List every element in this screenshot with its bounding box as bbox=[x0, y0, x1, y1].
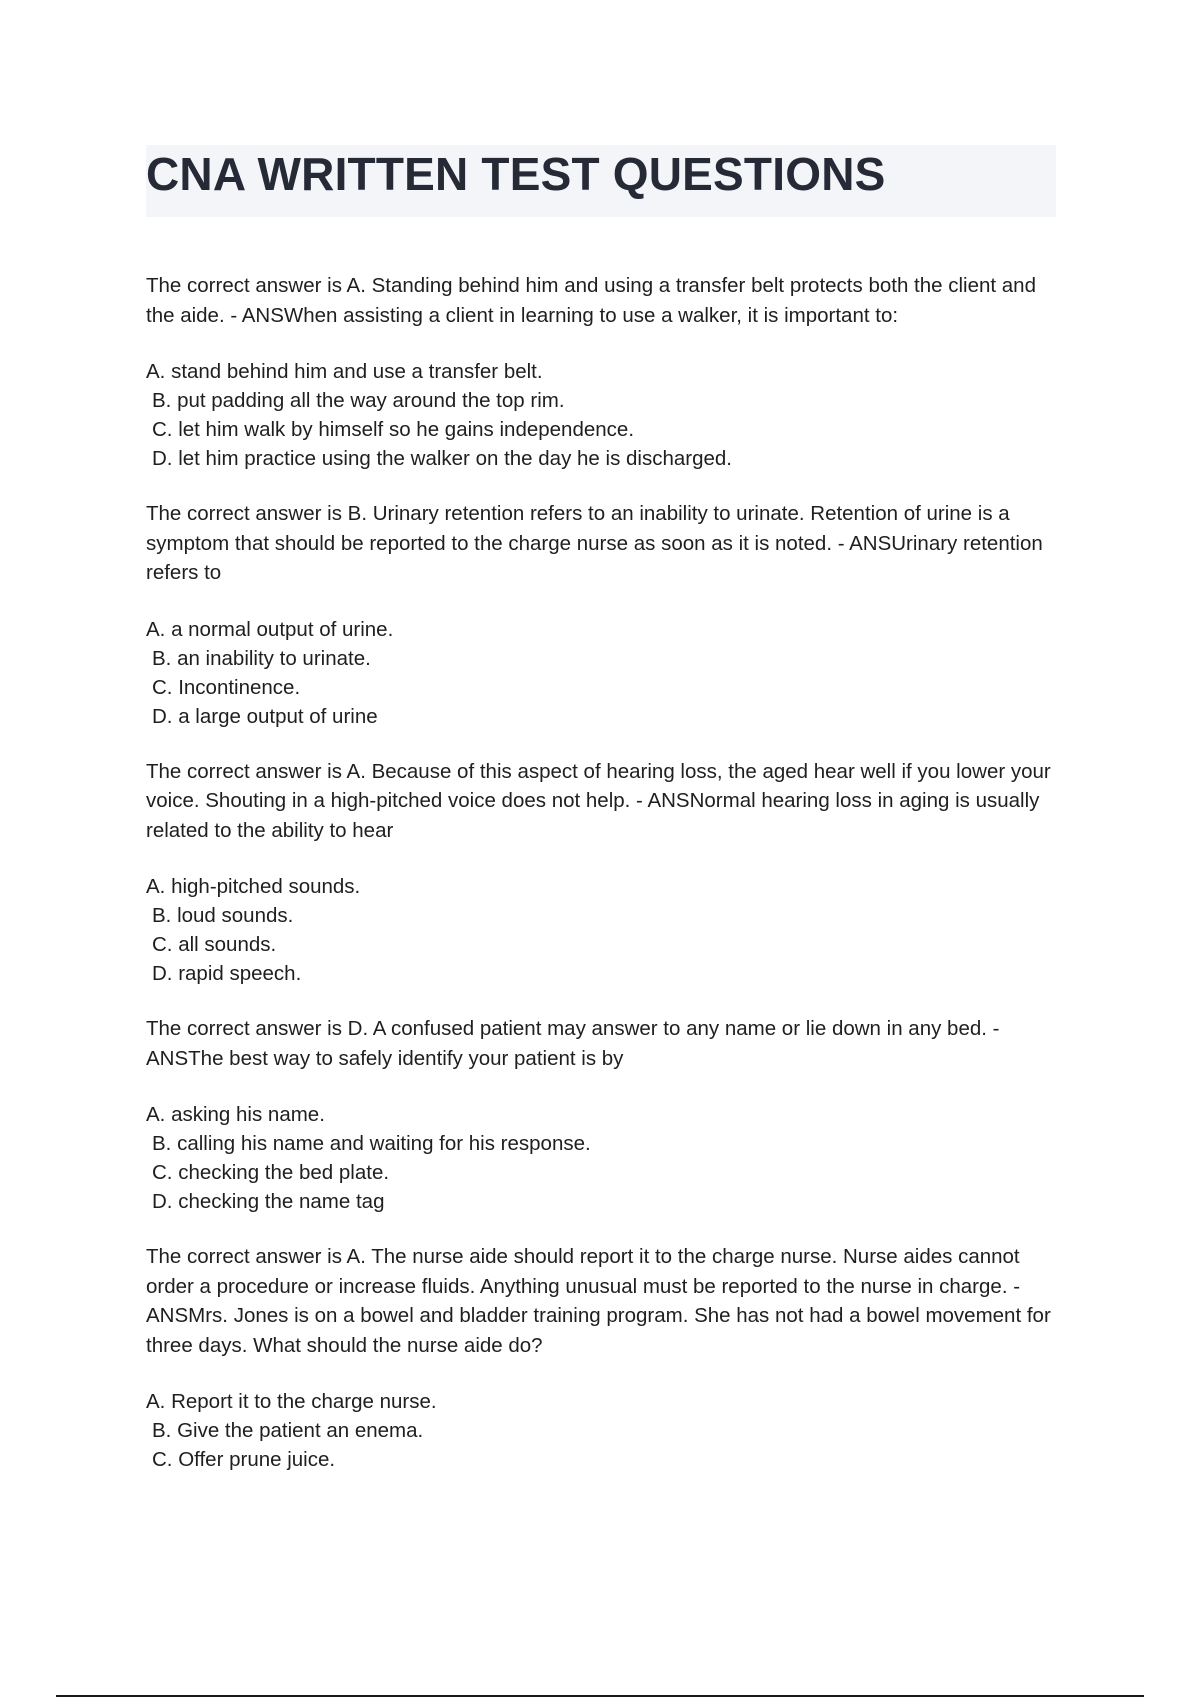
answer-option-b: B. calling his name and waiting for his response. bbox=[152, 1132, 591, 1155]
answer-options bbox=[146, 872, 1056, 988]
answer-options bbox=[146, 1100, 1056, 1216]
answer-option-a: A. a normal output of urine. bbox=[146, 617, 394, 641]
answer-option-a: A. Report it to the charge nurse. bbox=[146, 1390, 437, 1413]
answer-option-d: D. checking the name tag bbox=[152, 1190, 385, 1213]
answer-option-d: D. a large output of urine bbox=[152, 704, 378, 728]
document-title: CNA WRITTEN TEST QUESTIONS bbox=[146, 148, 886, 200]
question-text: The correct answer is D. A confused patient may answer to any name or lie down in any bed. - ANSThe best way to safely identify your patient is by bbox=[146, 1017, 1000, 1070]
question-list bbox=[146, 271, 1056, 1500]
question-block-3 bbox=[146, 757, 1056, 989]
answer-options bbox=[146, 1387, 1056, 1474]
question-text: The correct answer is A. The nurse aide should report it to the charge nurse. Nurse aides cannot order a procedure or increase fluids. Anything unusual must be reported to the nurse in charge. - ANSMrs. Jones is on a bowel and bladder training program. She has not had a bowel movement for three days. What should the nurse aide do? bbox=[146, 1245, 1051, 1357]
answer-option-b: B. Give the patient an enema. bbox=[152, 1419, 424, 1442]
answer-option-d: D. let him practice using the walker on the day he is discharged. bbox=[152, 447, 732, 470]
answer-option-b: B. an inability to urinate. bbox=[152, 646, 371, 670]
answer-option-d: D. rapid speech. bbox=[152, 962, 302, 985]
answer-options bbox=[146, 357, 1056, 473]
question-text: The correct answer is A. Because of this aspect of hearing loss, the aged hear well if you lower your voice. Shouting in a high-pitched voice does not help. - ANSNormal hearing loss in aging is usually related to the ability to hear bbox=[146, 759, 1051, 842]
answer-option-c: C. let him walk by himself so he gains independence. bbox=[152, 418, 635, 441]
answer-option-a: A. asking his name. bbox=[146, 1103, 325, 1126]
answer-options bbox=[146, 615, 1056, 731]
question-block-4 bbox=[146, 1014, 1056, 1216]
answer-option-c: C. Incontinence. bbox=[152, 675, 301, 699]
question-text: The correct answer is B. Urinary retention refers to an inability to urinate. Retention of urine is a symptom that should be reported to the charge nurse as soon as it is noted. - ANSUrinary retention refers to bbox=[146, 502, 1043, 584]
answer-option-a: A. stand behind him and use a transfer belt. bbox=[146, 360, 543, 383]
question-text: The correct answer is A. Standing behind him and using a transfer belt protects both the client and the aide. - ANSWhen assisting a client in learning to use a walker, it is important to: bbox=[146, 274, 1036, 327]
question-block-1 bbox=[146, 271, 1056, 473]
answer-option-c: C. checking the bed plate. bbox=[152, 1161, 390, 1184]
answer-option-c: C. all sounds. bbox=[152, 933, 277, 956]
footer-divider bbox=[56, 1695, 1144, 1697]
answer-option-a: A. high-pitched sounds. bbox=[146, 875, 361, 898]
question-block-5 bbox=[146, 1242, 1056, 1474]
answer-option-b: B. put padding all the way around the top rim. bbox=[152, 389, 565, 412]
answer-option-c: C. Offer prune juice. bbox=[152, 1448, 336, 1471]
answer-option-b: B. loud sounds. bbox=[152, 904, 294, 927]
question-block-2 bbox=[146, 499, 1056, 731]
